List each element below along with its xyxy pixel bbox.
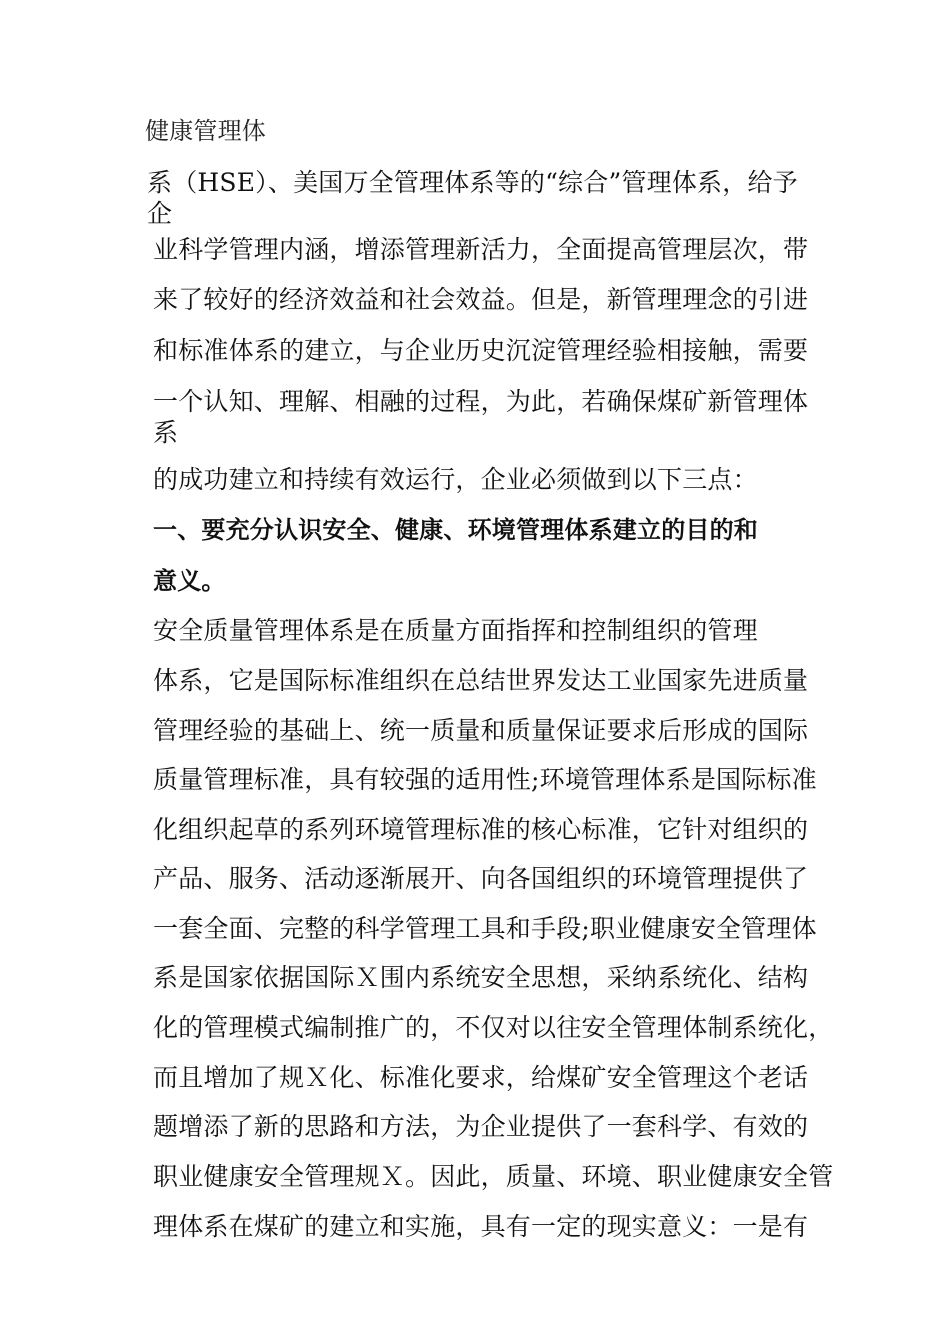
paragraph-2-line-9: 化的管理模式编制推广的，不仅对以往安全管理体制系统化， xyxy=(153,1013,834,1042)
paragraph-2-line-10: 而且增加了规Ｘ化、标准化要求，给煤矿安全管理这个老话 xyxy=(153,1063,809,1092)
paragraph-2-line-1: 安全质量管理体系是在质量方面指挥和控制组织的管理 xyxy=(153,616,758,645)
paragraph-2-line-7: 一套全面、完整的科学管理工具和手段;职业健康安全管理体 xyxy=(153,914,817,943)
paragraph-1-line-5b: 系 xyxy=(153,418,179,447)
paragraph-2-line-11: 题增添了新的思路和方法，为企业提供了一套科学、有效的 xyxy=(153,1112,809,1141)
section-heading-1-line-2: 意义。 xyxy=(153,567,226,595)
paragraph-2-line-12: 职业健康安全管理规Ｘ。因此，质量、环境、职业健康安全管 xyxy=(153,1162,834,1191)
paragraph-1-line-4: 和标准体系的建立，与企业历史沉淀管理经验相接触，需要 xyxy=(153,336,809,365)
paragraph-2-line-6: 产品、服务、活动逐渐展开、向各国组织的环境管理提供了 xyxy=(153,864,809,893)
paragraph-1-line-3: 来了较好的经济效益和社会效益。但是，新管理理念的引进 xyxy=(153,285,809,314)
paragraph-1-line-1b: 企 xyxy=(147,199,173,228)
paragraph-2-line-4: 质量管理标准，具有较强的适用性;环境管理体系是国际标准 xyxy=(153,765,817,794)
section-heading-1-line-1: 一、要充分认识安全、健康、环境管理体系建立的目的和 xyxy=(153,516,758,544)
paragraph-2-line-8: 系是国家依据国际Ｘ围内系统安全思想，采纳系统化、结构 xyxy=(153,963,809,992)
paragraph-1-line-6: 的成功建立和持续有效运行，企业必须做到以下三点： xyxy=(153,465,758,494)
paragraph-1-line-1: 系（HSE）、美国万全管理体系等的“综合”管理体系，给予 xyxy=(147,168,798,197)
paragraph-1-line-5: 一个认知、理解、相融的过程，为此，若确保煤矿新管理体 xyxy=(153,387,809,416)
paragraph-2-line-5: 化组织起草的系列环境管理标准的核心标准，它针对组织的 xyxy=(153,815,809,844)
paragraph-1-line-2: 业科学管理内涵，增添管理新活力，全面提高管理层次，带 xyxy=(153,235,809,264)
paragraph-2-line-2: 体系，它是国际标准组织在总结世界发达工业国家先进质量 xyxy=(153,666,809,695)
paragraph-2-line-13: 理体系在煤矿的建立和实施，具有一定的现实意义：一是有 xyxy=(153,1212,809,1241)
paragraph-2-line-3: 管理经验的基础上、统一质量和质量保证要求后形成的国际 xyxy=(153,716,809,745)
title-fragment: 健康管理体 xyxy=(145,117,266,145)
